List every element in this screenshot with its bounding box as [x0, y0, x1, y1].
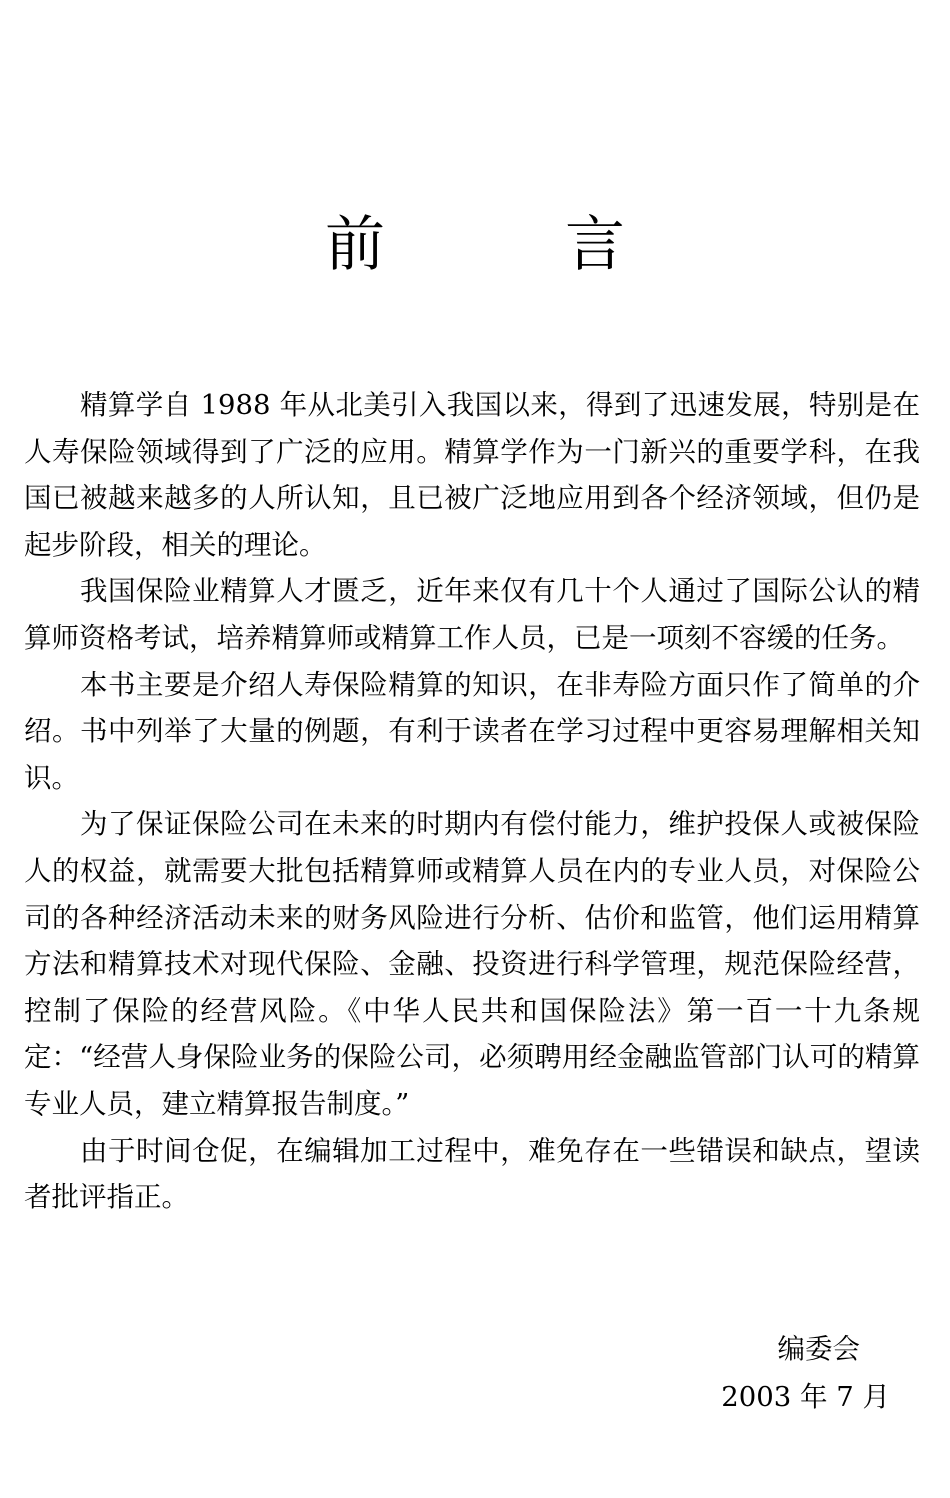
page-title: 前 言	[325, 210, 625, 280]
preface-body	[24, 382, 920, 1221]
signature-date: 2003 年 7 月	[721, 1381, 890, 1413]
paragraph-5: 由于时间仓促，在编辑加工过程中，难免存在一些错误和缺点，望读者批评指正。	[24, 1134, 920, 1214]
paragraph-1: 精算学自 1988 年从北美引入我国以来，得到了迅速发展，特别是在人寿保险领域得到了广泛的应用。精算学作为一门新兴的重要学科，在我国已被越来越多的人所认知，且已被广泛地应用到各个经济领域，但仍是起步阶段，相关的理论。	[24, 389, 920, 561]
paragraph-4: 为了保证保险公司在未来的时期内有偿付能力，维护投保人或被保险人的权益，就需要大批包括精算师或精算人员在内的专业人员，对保险公司的各种经济活动未来的财务风险进行分析、估价和监管，他们运用精算方法和精算技术对现代保险、金融、投资进行科学管理，规范保险经营，控制了保险的经营风险。《中华人民共和国保险法》第一百一十九条规定：“经营人身保险业务的保险公司，必须聘用经金融监管部门认可的精算专业人员，建立精算报告制度。”	[24, 808, 920, 1120]
signature-block	[721, 1325, 890, 1421]
signature-organization: 编委会	[777, 1333, 860, 1365]
paragraph-2: 我国保险业精算人才匮乏，近年来仅有几十个人通过了国际公认的精算师资格考试，培养精算师或精算工作人员，已是一项刻不容缓的任务。	[24, 575, 920, 654]
paragraph-3: 本书主要是介绍人寿保险精算的知识，在非寿险方面只作了简单的介绍。书中列举了大量的例题，有利于读者在学习过程中更容易理解相关知识。	[24, 668, 920, 794]
